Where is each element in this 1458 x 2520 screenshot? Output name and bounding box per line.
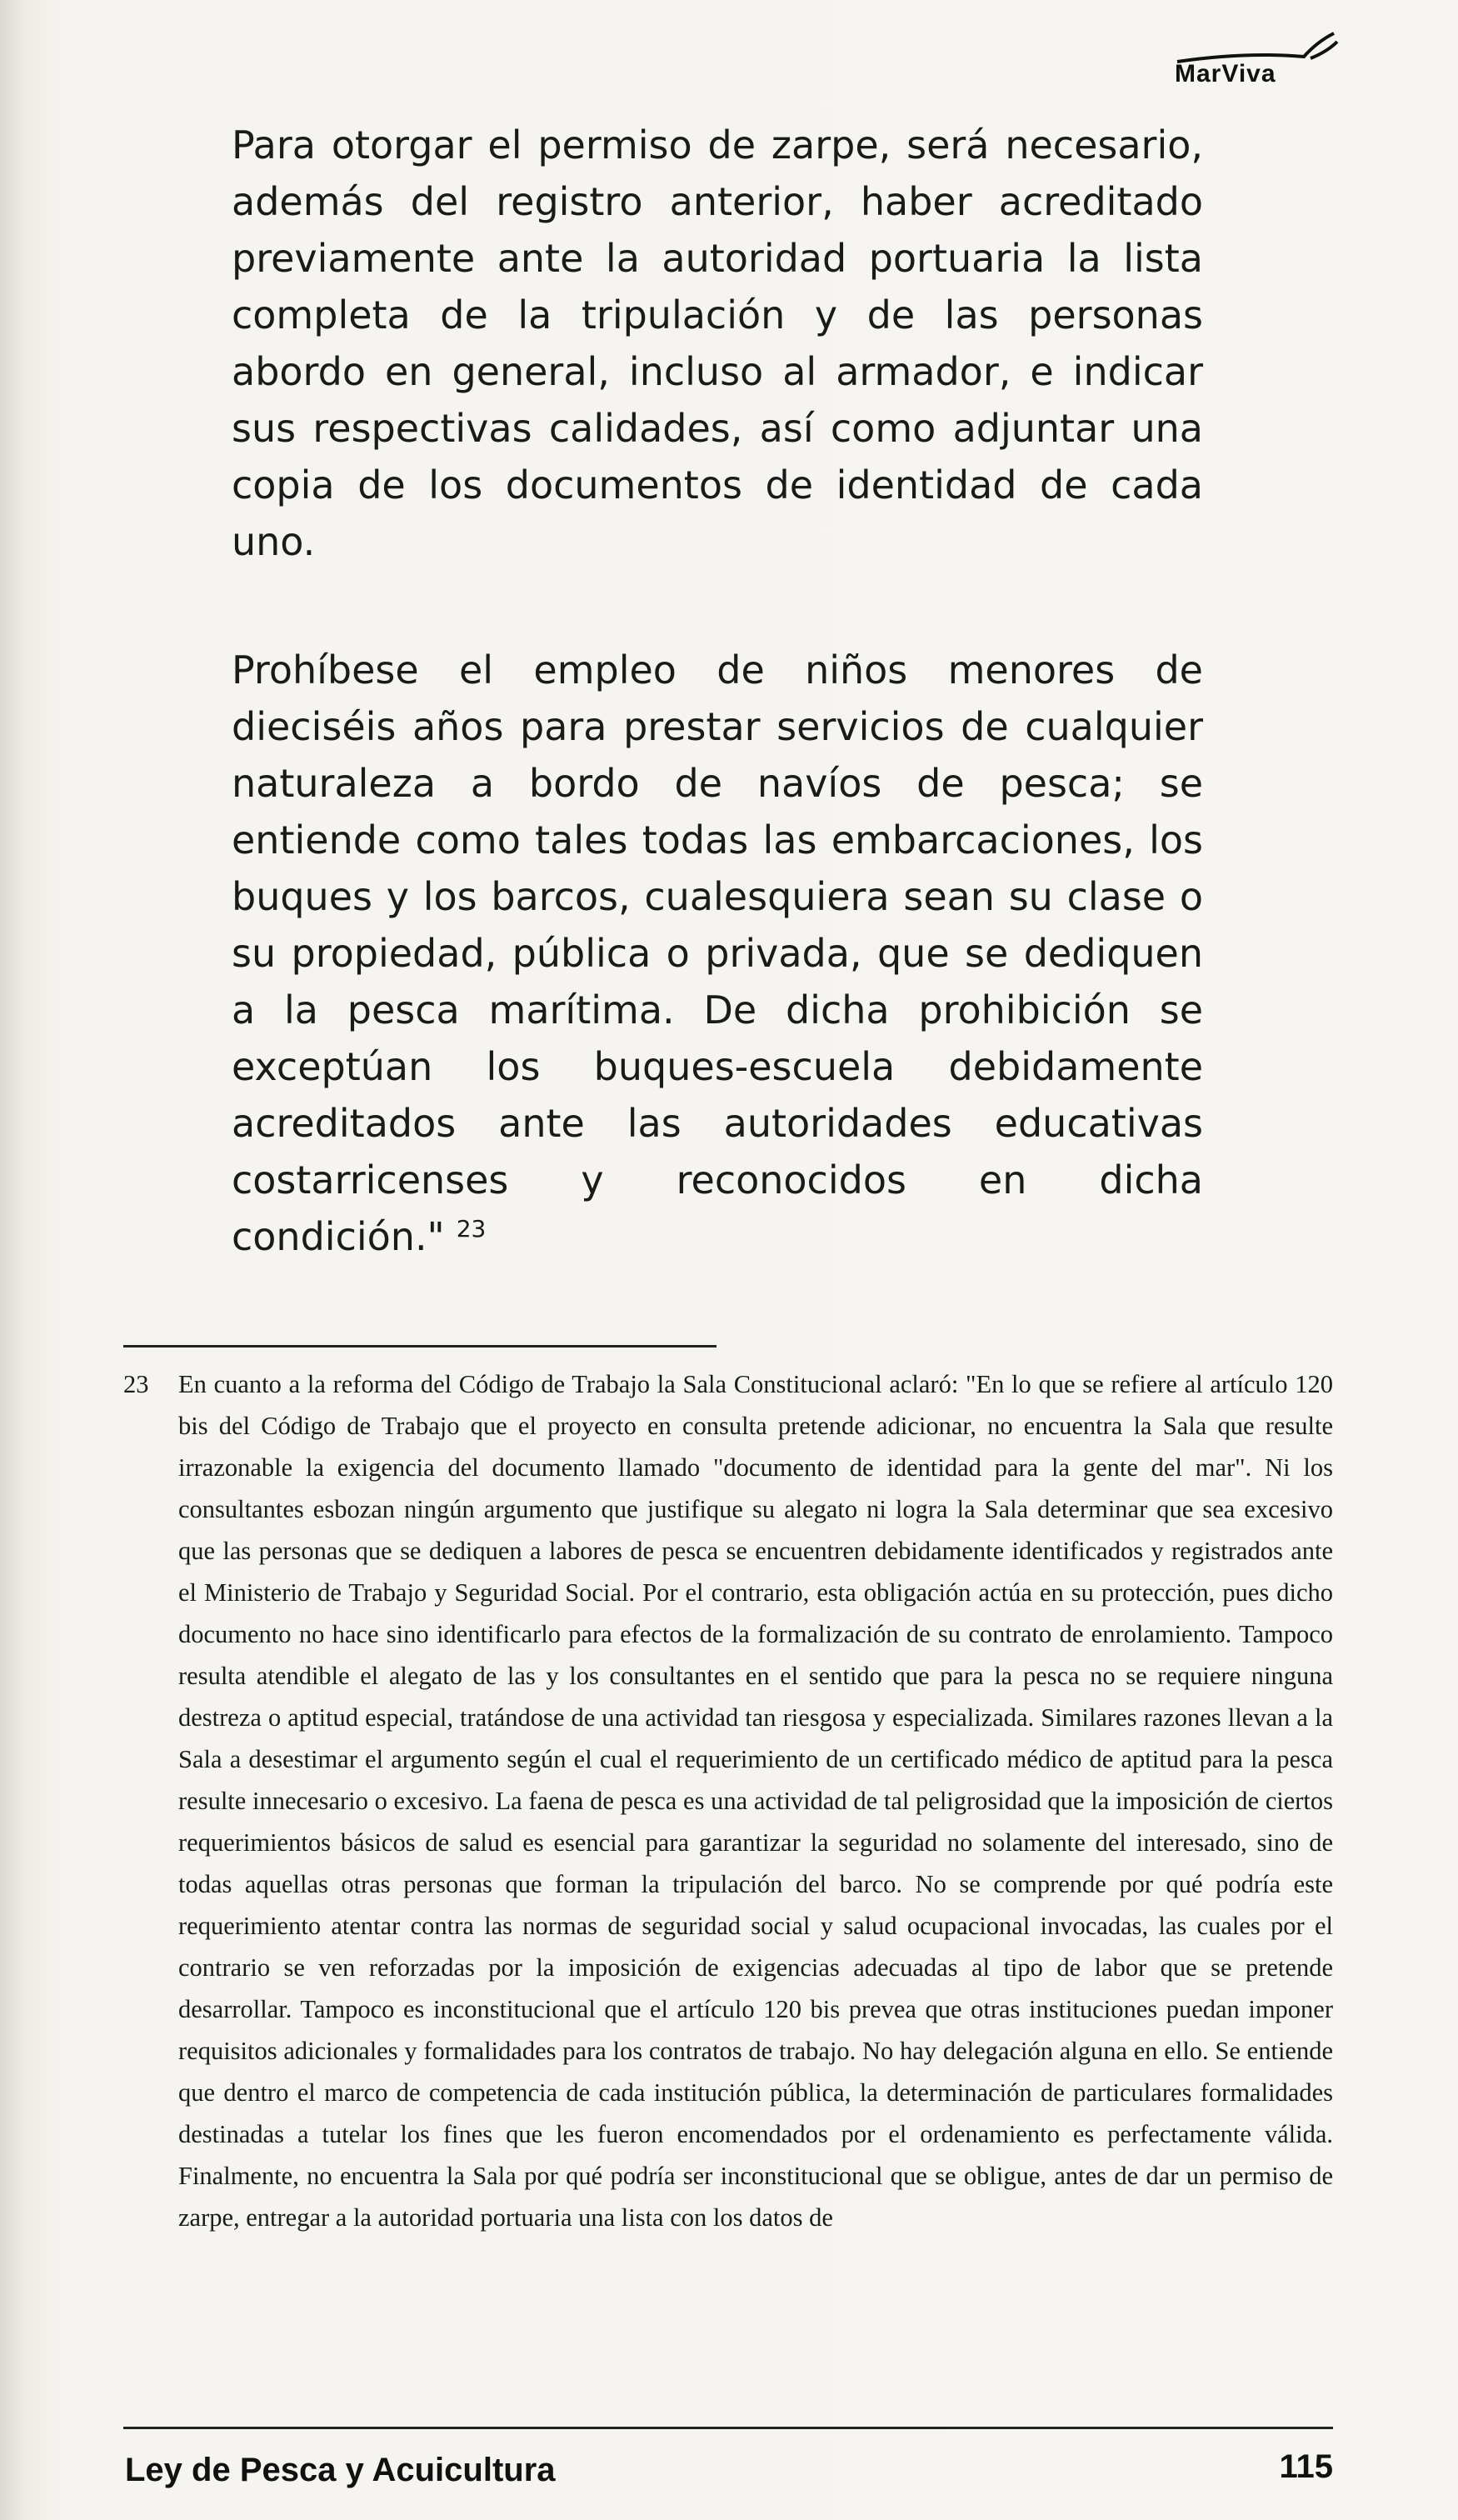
footnote-text: En cuanto a la reforma del Código de Trabajo la Sala Constitucional aclaró: "En lo que se refiere al artículo 120 bis del Código de Trabajo que el proyecto en consulta pretende adicionar, no encuentra la Sala que resulte irrazonable la exigencia del documento llamado "documento de identidad para la gente del mar". Ni los consultantes esbozan ningún argumento que justifique su alegato ni logra la Sala determinar que sea excesivo que las personas que se dediquen a labores de pesca se encuentren debidamente identificados y registrados ante el Ministerio de Trabajo y Seguridad Social. Por el contrario, esta obligación actúa en su protección, pues dicho documento no hace sino identificarlo para efectos de la formalización de su contrato de enrolamiento. Tampoco resulta atendible el alegato de las y los consultantes en el sentido que para la pesca no se requiere ninguna destreza o aptitud especial, tratándose de una actividad tan riesgosa y especializada. Similares razones llevan a la Sala a desestimar el argumento según el cual el requerimiento de un certificado médico de aptitud para la pesca resulte innecesario o excesivo. La faena de pesca es una actividad de tal peligrosidad que la imposición de ciertos requerimientos básicos de salud es esencial para garantizar la seguridad no solamente del interesado, sino de todas aquellas otras personas que forman la tripulación del barco. No se comprende por qué podría este requerimiento atentar contra las normas de seguridad social y salud ocupacional invocadas, las cuales por el contrario se ven reforzadas por la imposición de exigencias adecuadas al tipo de labor que se pretende desarrollar. Tampoco es inconstitucional que el artículo 120 bis prevea que otras instituciones puedan imponer requisitos adicionales y formalidades para los contratos de trabajo. No hay delegación alguna en ello. Se entiende que dentro el marco de competencia de cada institución pública, la determinación de particulares formalidades destinadas a tutelar los fines que les fueron encomendados por el ordenamiento es perfectamente válida. Finalmente, no encuentra la Sala por qué podría ser inconstitucional que se obligue, antes de dar un permiso de zarpe, entregar a la autoridad portuaria una lista con los datos de (178, 1370, 1333, 2232)
footer-title: Ley de Pesca y Acuicultura (125, 2452, 556, 2488)
footer-divider (123, 2427, 1333, 2429)
body-paragraph-2 (232, 642, 1203, 1265)
body-paragraph-1 (232, 117, 1203, 570)
page-number: 115 (1279, 2448, 1333, 2485)
footnote (123, 1363, 1333, 2238)
body-paragraph-2-text: Prohíbese el empleo de niños menores de dieciséis años para prestar servicios de cualquier naturaleza a bordo de navíos de pesca; se entiende como tales todas las embarcaciones, los buques y los barcos, cualesquiera sean su clase o su propiedad, pública o privada, que se dediquen a la pesca marítima. De dicha prohibición se exceptúan los buques-escuela debidamente acreditados ante las autoridades educativas costarricenses y reconocidos en dicha condición." (232, 648, 1203, 1259)
footnote-reference: 23 (456, 1214, 487, 1242)
footnote-divider (123, 1345, 717, 1348)
body-paragraph-1-text: Para otorgar el permiso de zarpe, será necesario, además del registro anterior, haber acreditado previamente ante la autoridad portuaria la lista completa de la tripulación y de las personas abordo en general, incluso al armador, e indicar sus respectivas calidades, así como adjuntar una copia de los documentos de identidad de cada uno. (232, 122, 1203, 564)
marviva-logo-text: MarViva (1175, 60, 1276, 88)
footnote-number: 23 (123, 1370, 149, 1398)
